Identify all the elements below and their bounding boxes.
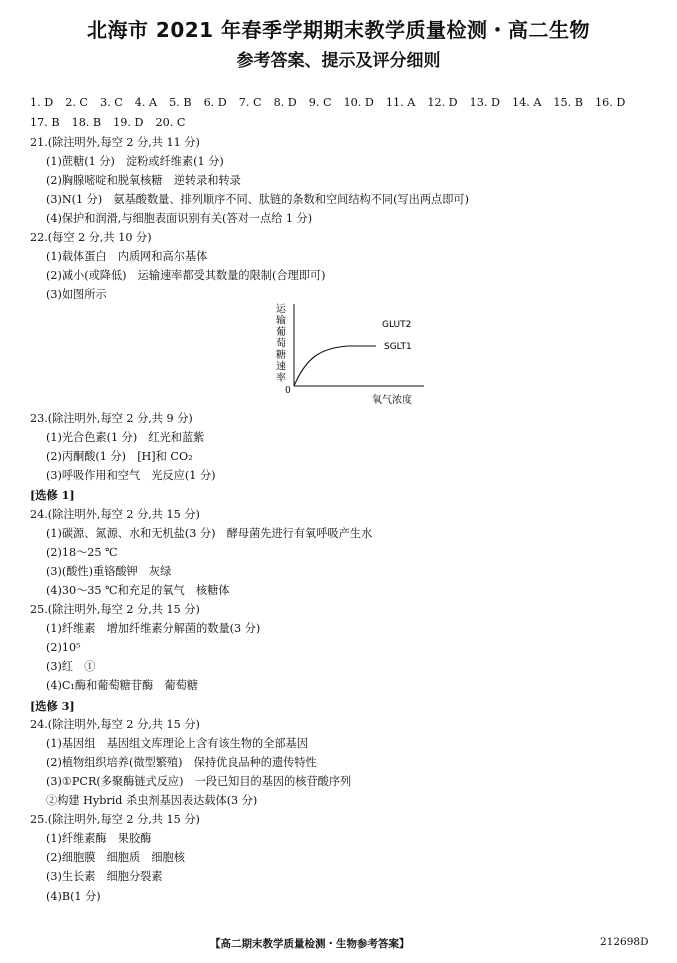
doc-code: 212698D [600,936,649,948]
mc-answers-row-2 [30,116,197,129]
y-axis-label-char: 输 [276,315,286,327]
mc-answer: 1. D [30,96,54,109]
answer-line: (3)(酸性)重铬酸钾 灰绿 [46,564,172,578]
answer-line: (4)C₁酶和葡萄糖苷酶 葡萄糖 [46,679,198,693]
answer-line: 24.(除注明外,每空 2 分,共 15 分) [30,717,200,731]
answer-line: (3)红 ① [46,660,96,674]
answer-line: (2)细胞膜 细胞质 细胞核 [46,851,185,865]
answer-line: (3)①PCR(多聚酶链式反应) 一段已知目的基因的核苷酸序列 [46,774,352,788]
mc-answer: 6. D [203,96,227,109]
mc-answer: 7. C [238,96,262,109]
answer-line: (2)植物组织培养(微型繁殖) 保持优良品种的遗传特性 [46,755,317,769]
series-label-sglt1: SGLT1 [384,342,412,352]
answer-line: (2)10⁵ [46,641,81,655]
page-title: 北海市 2021 年春季学期期末教学质量检测・高二生物 [86,18,591,42]
mc-answer: 18. B [71,116,102,129]
x-axis-label: 氧气浓度 [372,395,412,406]
section-heading: [选修 3] [30,698,75,713]
page-footer: 【高二期末教学质量检测・生物参考答案】 [210,938,410,950]
answer-line: (2)18～25 ℃ [46,545,118,559]
answer-line: (1)光合色素(1 分) 红光和蓝紫 [46,431,205,445]
y-axis-label-char: 萄 [276,338,286,350]
series-label-glut2: GLUT2 [382,320,412,330]
mc-answer: 15. B [553,96,583,109]
page-subtitle: 参考答案、提示及评分细则 [236,51,441,71]
mc-answer: 10. D [343,96,374,109]
mc-answer: 17. B [30,116,60,129]
answer-line: (1)基因组 基因组文库理论上含有该生物的全部基因 [46,736,308,750]
mc-answer: 12. D [427,96,458,109]
y-axis-label-char: 运 [276,304,286,315]
answer-line: 25.(除注明外,每空 2 分,共 15 分) [30,813,200,827]
answer-line: (4)保护和润滑,与细胞表面识别有关(答对一点给 1 分) [46,212,313,225]
y-axis-label-char: 率 [276,373,286,384]
answer-line: (1)纤维素酶 果胶酶 [46,832,152,846]
transport-rate-graph [272,300,432,408]
origin-label: 0 [285,386,291,396]
y-axis-label-char: 糖 [276,350,286,361]
y-axis-label-char: 速 [276,361,286,373]
mc-answer: 2. C [65,96,88,109]
y-axis-label [276,303,287,384]
answer-line: 21.(除注明外,每空 2 分,共 11 分) [30,136,200,149]
answer-line: (1)蔗糖(1 分) 淀粉或纤维素(1 分) [46,155,224,168]
mc-answer: 3. C [100,96,123,109]
answer-line: (3)生长素 细胞分裂素 [46,870,163,884]
answer-line: (1)纤维素 增加纤维素分解菌的数量(3 分) [46,622,261,636]
mc-answer: 13. D [469,96,500,109]
mc-answer: 11. A [385,96,416,109]
answer-line: (2)丙酮酸(1 分) [H]和 CO₂ [46,450,193,464]
answer-line: (4)30～35 ℃和充足的氧气 核糖体 [46,583,230,597]
mc-answer: 9. C [308,96,332,109]
answer-line: (4)B(1 分) [46,889,101,903]
mc-answers-row-1 [30,96,637,109]
y-axis-label-char: 葡 [276,327,286,338]
answer-line: 24.(除注明外,每空 2 分,共 15 分) [30,507,200,521]
answer-line: (2)胸腺嘧啶和脱氧核糖 逆转录和转录 [46,174,241,187]
answer-line: 22.(每空 2 分,共 10 分) [30,231,152,244]
mc-answer: 16. D [595,96,626,109]
answer-line: (3)呼吸作用和空气 光反应(1 分) [46,469,216,483]
curve-sglt1 [294,346,376,386]
mc-answer: 19. D [113,116,144,129]
answer-line: (1)载体蛋白 内质网和高尔基体 [46,250,208,263]
answer-line: (1)碳源、氮源、水和无机盐(3 分) 酵母菌先进行有氧呼吸产生水 [46,526,373,540]
mc-answer: 8. D [273,96,297,109]
answer-line: 23.(除注明外,每空 2 分,共 9 分) [30,412,193,425]
mc-answer: 14. A [511,96,542,109]
answer-line: (3)N(1 分) 氨基酸数量、排列顺序不同、肽链的条数和空间结构不同(写出两点即可) [46,193,469,206]
answer-line: 25.(除注明外,每空 2 分,共 15 分) [30,603,200,616]
section-heading: [选修 1] [30,488,75,503]
mc-answer: 20. C [155,116,186,129]
answer-line: (2)减小(或降低) 运输速率都受其数量的限制(合理即可) [46,269,326,282]
mc-answer: 5. B [169,96,192,109]
mc-answer: 4. A [134,96,158,109]
answer-line: ②构建 Hybrid 杀虫剂基因表达载体(3 分) [46,794,258,807]
answer-line: (3)如图所示 [46,288,107,301]
